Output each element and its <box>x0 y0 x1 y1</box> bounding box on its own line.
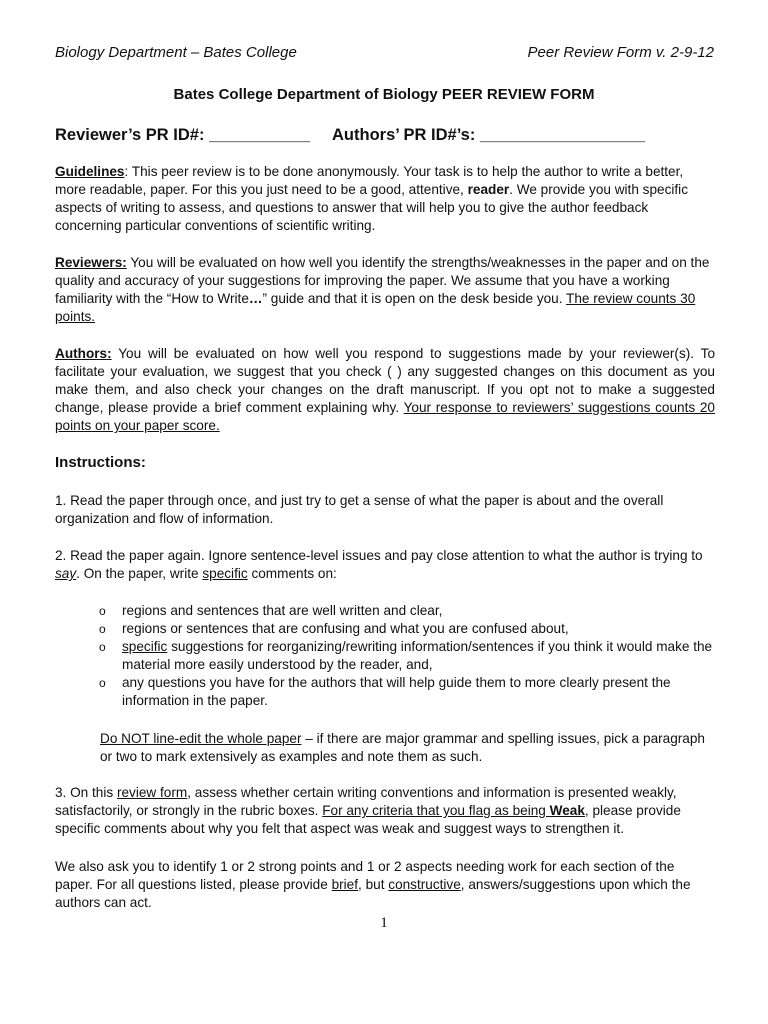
header-department: Biology Department – Bates College <box>55 44 297 61</box>
bullet-icon: o <box>99 622 106 636</box>
line-edit-note: Do NOT line-edit the whole paper – if there are major grammar and spelling issues, pick a paragraph or two to mark extensively as examples and note them as such. <box>100 731 705 764</box>
bullet-icon: o <box>99 676 106 690</box>
header-form-version: Peer Review Form v. 2-9-12 <box>527 44 714 61</box>
authors-label: Authors: <box>55 346 112 361</box>
authors-id-label: Authors’ PR ID#’s: <box>332 126 476 144</box>
reviewer-id-label: Reviewer’s PR ID#: <box>55 126 205 144</box>
authors-id-blank: __________________ <box>479 126 646 144</box>
reviewers-label: Reviewers: <box>55 255 127 270</box>
authors-paragraph: Authors: You will be evaluated on how well you respond to suggestions made by your reviewer(s). To facilitate your evaluation, we suggest that you check ( ) any suggested changes on this document as you make them, and also check your changes on the draft manuscript. If you opt not to make a suggested change, please provide a brief comment explaining why. Your response to reviewers’ suggestions counts 20 points on your paper score. <box>55 346 715 433</box>
reviewers-paragraph: Reviewers: You will be evaluated on how well you identify the strengths/weaknesses in the paper and on the quality and accuracy of your suggestions for improving the paper. We assume that you have a working familiarity with the “How to Write…” guide and that it is open on the desk beside you. The review counts 30 points. <box>55 255 710 324</box>
instruction-step-2: 2. Read the paper again. Ignore sentence-level issues and pay close attention to what the author is trying to say. On the paper, write specific comments on: <box>55 548 703 581</box>
guidelines-label: Guidelines <box>55 164 125 179</box>
list-item: o regions or sentences that are confusing and what you are confused about, <box>99 621 569 636</box>
reviewer-id-blank: ___________ <box>209 126 311 144</box>
final-instructions-paragraph: We also ask you to identify 1 or 2 strong points and 1 or 2 aspects needing work for each section of the paper. For all questions listed, please provide brief, but constructive, answers/suggestions upon which the authors can act. <box>55 859 691 910</box>
review-points-note: The review counts 30 points. <box>55 291 696 324</box>
instruction-step-3: 3. On this review form, assess whether certain writing conventions and information is presented weakly, satisfactorily, or strongly in the rubric boxes. For any criteria that you flag as being Weak, please provide specific comments about why you felt that aspect was weak and suggest ways to strengthen it. <box>55 785 681 836</box>
list-item: o specific suggestions for reorganizing/rewriting information/sentences if you think it would make the material more easily understood by the reader, and, <box>99 639 713 672</box>
bullet-icon: o <box>99 640 106 654</box>
author-points-note: Your response to reviewers’ suggestions counts 20 points on your paper score. <box>55 400 715 433</box>
instruction-step-1: 1. Read the paper through once, and just try to get a sense of what the paper is about and the overall organization and flow of information. <box>55 493 664 526</box>
guidelines-paragraph: Guidelines: This peer review is to be done anonymously. Your task is to help the author to write a better, more readable, paper. For this you just need to be a good, attentive, reader. We provide you with specific aspects of writing to assess, and questions to answer that will help you to give the author feedback concerning particular conventions of scientific writing. <box>55 164 688 233</box>
list-item: o any questions you have for the authors that will help guide them to more clearly present the information in the paper. <box>99 675 671 708</box>
instructions-heading: Instructions: <box>55 454 146 471</box>
page-number: 1 <box>380 915 388 931</box>
step-2-bullet-list <box>55 602 715 710</box>
id-line <box>55 125 645 145</box>
document-title: Bates College Department of Biology PEER REVIEW FORM <box>173 86 595 103</box>
list-item: o regions and sentences that are well written and clear, <box>99 603 443 618</box>
bullet-icon: o <box>99 604 106 618</box>
